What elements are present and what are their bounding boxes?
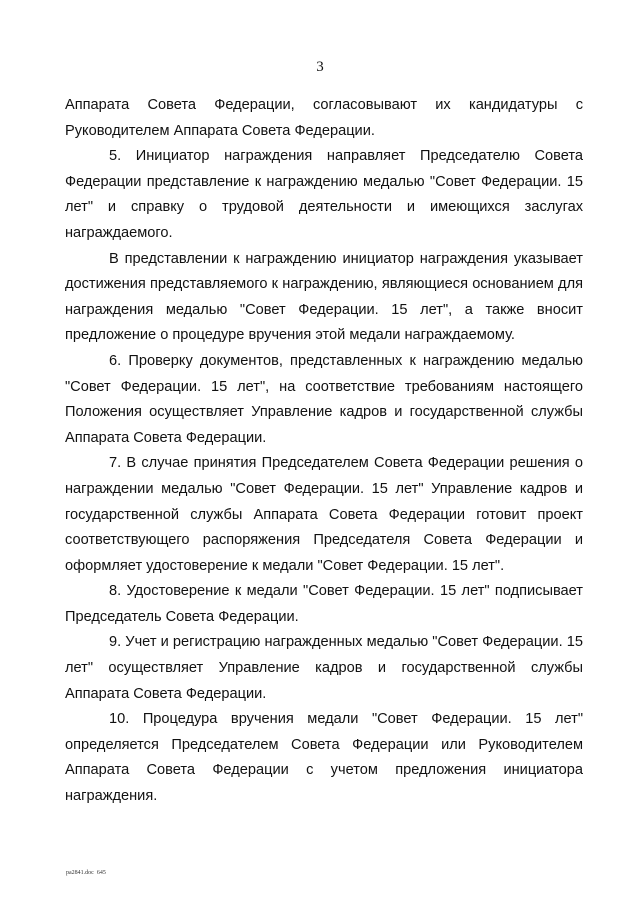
paragraph-item-6: 6. Проверку документов, представленных к награждению медалью "Совет Федерации. 15 лет", на соответствие требованиям настоящего Положения осуществляет Управление кадров и государственной службы Аппарата Совета Федерации. [65,352,583,446]
document-body [65,93,583,810]
paragraph-item-7: 7. В случае принятия Председателем Совета Федерации решения о награждении медалью "Совет Федерации. 15 лет" Управление кадров и государственной службы Аппарата Совета Федерации готовит проект соответствующего распоряжения Председателя Совета Федерации и оформляет удостоверение к медали "Совет Федерации. 15 лет". [65,455,583,574]
page-number: 3 [316,59,324,75]
paragraph-item-8: 8. Удостоверение к медали "Совет Федерации. 15 лет" подписывает Председатель Совета Федерации. [65,583,583,625]
paragraph-item-5: 5. Инициатор награждения направляет Председателю Совета Федерации представление к награждению медалью "Совет Федерации. 15 лет" и справку о трудовой деятельности и имеющихся заслугах награждаемого. [65,148,583,241]
footer-doc-code: ра2841.doc 645 [66,870,106,876]
paragraph-continuation: Аппарата Совета Федерации, согласовывают их кандидатуры с Руководителем Аппарата Совета Федерации. [65,97,583,139]
paragraph-item-5-detail: В представлении к награждению инициатор награждения указывает достижения представляемого к награждению, являющиеся основанием для награждения медалью "Совет Федерации. 15 лет", а также вносит предложение о процедуре вручения этой медали награждаемому. [65,250,583,344]
paragraph-item-9: 9. Учет и регистрацию награжденных медалью "Совет Федерации. 15 лет" осуществляет Управление кадров и государственной службы Аппарата Совета Федерации. [65,634,583,702]
paragraph-item-10: 10. Процедура вручения медали "Совет Федерации. 15 лет" определяется Председателем Совета Федерации или Руководителем Аппарата Совета Федерации с учетом предложения инициатора награждения. [65,711,583,805]
